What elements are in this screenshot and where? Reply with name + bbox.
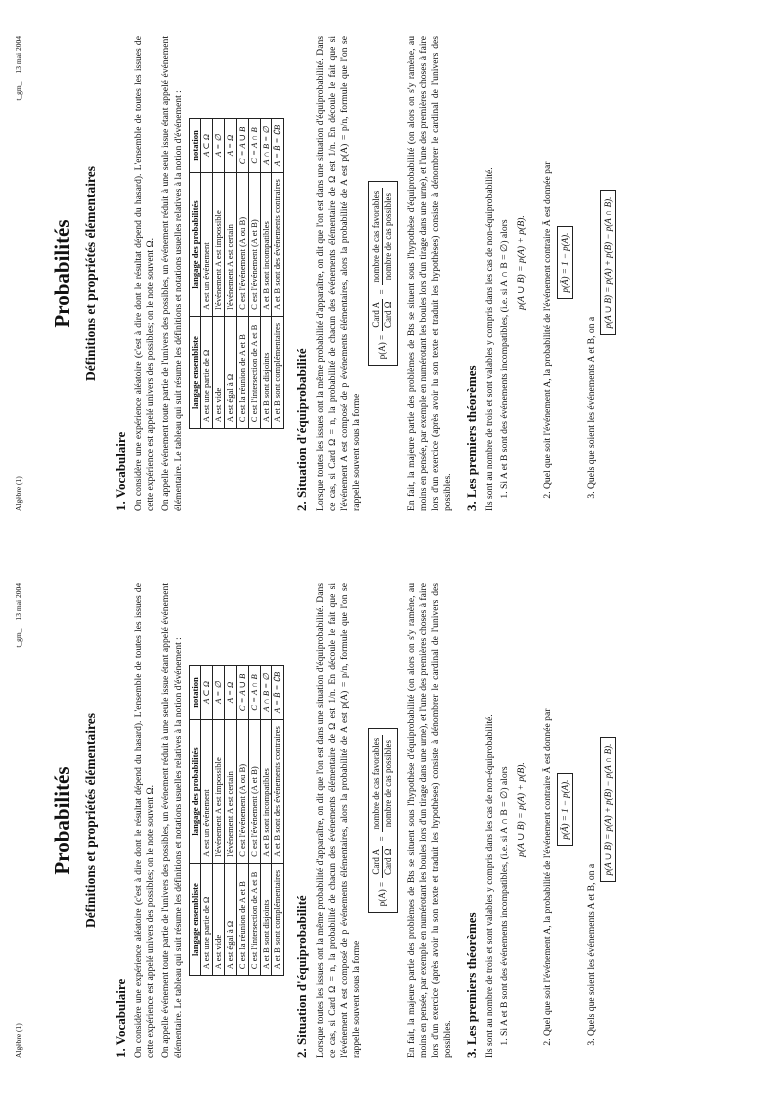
paragraph: En fait, la majeure partie des problèmes de Bts se situent sous l'hypothèse d'équiprobabilité (on alors on s'y ramène, au moins en pensée, par exemple en numérotant les boules lors d'un tirage dans une urne), et l'une des premières choses à faire lors d'un exercice (après avoir lu son texte et traduit les hypothèses) consiste à dénombrer le cardinal de l'univers des possibles. xyxy=(405,583,453,1058)
table-cell: A = Ω xyxy=(225,665,237,719)
theorem-text: Quels que soient les événements A et B, on a xyxy=(585,863,597,1036)
section-heading: 1. Vocabulaire xyxy=(112,978,128,1058)
page-subtitle: Définitions et propriétés élémentaires xyxy=(82,165,98,382)
formula-equals: = xyxy=(377,836,388,842)
section-heading: 3. Les premiers théorèmes xyxy=(463,365,479,511)
fraction-denominator: nombre de cas possibles xyxy=(383,739,394,828)
header-mark: t_gm_ xyxy=(14,81,23,101)
table-cell: A et B sont des événements contraires xyxy=(272,720,284,864)
table-cell: C est l'événement (A ou B) xyxy=(236,720,248,864)
table-cell: C est la réunion de A et B xyxy=(236,316,248,428)
table-cell: A est un événement xyxy=(201,173,213,317)
equiprobability-formula xyxy=(368,583,398,1058)
table-cell: A est vide xyxy=(213,863,225,975)
events-table xyxy=(189,665,285,976)
table-row xyxy=(225,665,237,975)
theorem-text: Quel que soit l'événement A, la probabilité de l'événement contraire Ā est donnée par xyxy=(542,161,554,489)
table-cell: C est la réunion de A et B xyxy=(236,863,248,975)
header-left: Algèbre (1) xyxy=(14,476,23,511)
list-item xyxy=(542,583,571,1036)
fraction-denominator: nombre de cas possibles xyxy=(383,192,394,281)
paragraph: Ils sont au nombre de trois et sont valables y compris dans les cas de non-équiprobabilité. xyxy=(484,167,496,511)
page-subtitle: Définitions et propriétés élémentaires xyxy=(82,712,98,929)
header-date: 13 mai 2004 xyxy=(14,583,23,621)
theorem-formula: p(A ∪ B) = p(A) + p(B) − p(A ∩ B). xyxy=(600,190,616,336)
fraction-numerator: nombre de cas favorables xyxy=(371,735,383,833)
document-page xyxy=(0,547,774,1094)
table-cell: A est vide xyxy=(213,316,225,428)
theorem-text: Si A et B sont des événements incompatibles, (i.e. si A ∩ B = ∅) alors xyxy=(499,219,511,489)
page-header xyxy=(14,36,23,511)
fraction-numerator: nombre de cas favorables xyxy=(371,188,383,286)
paragraph: On appelle événement toute partie de l'univers des possibles, un événement réduit à une seule issue étant appelé événement élémentaire. Le tableau qui suit résume les définitions et notations usuelles relatives à la notion d'événement : xyxy=(160,583,184,1058)
table-cell: C = A ∪ B xyxy=(236,665,248,719)
events-table xyxy=(189,118,285,429)
page-header xyxy=(14,583,23,1058)
equiprobability-formula xyxy=(368,36,398,511)
table-row xyxy=(201,665,213,975)
table-cell: l'événement A est certain xyxy=(225,173,237,317)
table-cell: A = ∅ xyxy=(213,118,225,172)
table-cell: C est l'intersection de A et B xyxy=(248,863,260,975)
table-cell: A = B̄ = ∁B xyxy=(272,665,284,719)
fraction-numerator: Card A xyxy=(371,846,383,878)
column-header: langage des probabilités xyxy=(189,720,201,864)
theorem-list xyxy=(499,583,614,1058)
paragraph: Lorsque toutes les issues ont la même probabilité d'apparaître, on dit que l'on est dans une situation d'équiprobabilité. Dans ce cas, si Card Ω = n, la probabilité de chacun des événements élémentaire de Ω est 1/n. En découle le fait que si l'événement A est composé de p événements élémentaires, alors la probabilité de A est p(A) = p/n, formule que l'on se rappelle souvent sous la forme xyxy=(314,36,362,511)
table-cell: A et B sont disjoints xyxy=(260,863,272,975)
table-cell: C est l'événement (A et B) xyxy=(248,173,260,317)
column-header: notation xyxy=(189,118,201,172)
table-row xyxy=(213,665,225,975)
table-row xyxy=(201,118,213,428)
table-row xyxy=(272,118,284,428)
table-cell: C est l'événement (A ou B) xyxy=(236,173,248,317)
table-cell: A est une partie de Ω xyxy=(201,863,213,975)
table-row xyxy=(236,118,248,428)
table-cell: A et B sont incompatibles xyxy=(260,173,272,317)
table-header-row xyxy=(189,118,201,428)
table-cell: C est l'événement (A et B) xyxy=(248,720,260,864)
table-cell: A ∩ B = ∅ xyxy=(260,118,272,172)
theorem-text: Quels que soient les événements A et B, on a xyxy=(585,316,597,489)
paragraph: On considère une expérience aléatoire (c'est à dire dont le résultat dépend du hasard). L'ensemble de toutes les issues de cette expérience est appelé univers des possibles; on le note souvent Ω. xyxy=(133,36,157,511)
list-item xyxy=(499,36,528,489)
table-cell: C est l'intersection de A et B xyxy=(248,316,260,428)
page-title: Probabilités xyxy=(50,219,75,328)
formula-lhs: p(A) = xyxy=(377,881,388,907)
theorem-text: Quel que soit l'événement A, la probabilité de l'événement contraire Ā est donnée par xyxy=(542,708,554,1036)
theorem-text: Si A et B sont des événements incompatibles, (i.e. si A ∩ B = ∅) alors xyxy=(499,766,511,1036)
table-cell: A est égal à Ω xyxy=(225,316,237,428)
fraction-denominator: Card Ω xyxy=(383,301,394,328)
table-row xyxy=(248,118,260,428)
theorem-list xyxy=(499,36,614,511)
table-cell: l'événement A est certain xyxy=(225,720,237,864)
table-cell: A = Ω xyxy=(225,118,237,172)
table-cell: l'événement A est impossible xyxy=(213,720,225,864)
list-item xyxy=(499,583,528,1036)
table-cell: A ⊂ Ω xyxy=(201,665,213,719)
paragraph: Ils sont au nombre de trois et sont valables y compris dans les cas de non-équiprobabilité. xyxy=(484,714,496,1058)
table-cell: A est un événement xyxy=(201,720,213,864)
formula-equals: = xyxy=(377,289,388,295)
formula-lhs: p(A) = xyxy=(377,334,388,360)
fraction-numerator: Card A xyxy=(371,299,383,331)
table-cell: A et B sont incompatibles xyxy=(260,720,272,864)
paragraph: En fait, la majeure partie des problèmes de Bts se situent sous l'hypothèse d'équiprobabilité (on alors on s'y ramène, au moins en pensée, par exemple en numérotant les boules lors d'un tirage dans une urne), et l'une des premières choses à faire lors d'un exercice (après avoir lu son texte et traduit les hypothèses) consiste à dénombrer le cardinal de l'univers des possibles. xyxy=(405,36,453,511)
table-row xyxy=(260,118,272,428)
paragraph: On considère une expérience aléatoire (c'est à dire dont le résultat dépend du hasard). L'ensemble de toutes les issues de cette expérience est appelé univers des possibles; on le note souvent Ω. xyxy=(133,583,157,1058)
table-cell: A et B sont complémentaires xyxy=(272,863,284,975)
header-mark: t_gm_ xyxy=(14,628,23,648)
table-row xyxy=(248,665,260,975)
table-header-row xyxy=(189,665,201,975)
table-cell: A et B sont des événements contraires xyxy=(272,173,284,317)
fraction-denominator: Card Ω xyxy=(383,848,394,875)
header-date: 13 mai 2004 xyxy=(14,36,23,74)
column-header: langage ensembliste xyxy=(189,316,201,428)
theorem-formula: p(Ā) = 1 − p(A). xyxy=(557,226,573,300)
table-row xyxy=(236,665,248,975)
table-row xyxy=(213,118,225,428)
column-header: langage ensembliste xyxy=(189,863,201,975)
header-left: Algèbre (1) xyxy=(14,1023,23,1058)
table-cell: A ⊂ Ω xyxy=(201,118,213,172)
page-title: Probabilités xyxy=(50,766,75,875)
section-heading: 1. Vocabulaire xyxy=(112,431,128,511)
table-cell: A ∩ B = ∅ xyxy=(260,665,272,719)
table-cell: C = A ∩ B xyxy=(248,118,260,172)
list-item xyxy=(586,36,615,489)
table-cell: A = ∅ xyxy=(213,665,225,719)
table-cell: l'événement A est impossible xyxy=(213,173,225,317)
section-heading: 2. Situation d'équiprobabilité xyxy=(294,348,310,511)
list-item xyxy=(586,583,615,1036)
table-cell: C = A ∪ B xyxy=(236,118,248,172)
table-cell: A et B sont disjoints xyxy=(260,316,272,428)
section-heading: 2. Situation d'équiprobabilité xyxy=(294,895,310,1058)
table-cell: A est égal à Ω xyxy=(225,863,237,975)
list-item xyxy=(542,36,571,489)
paragraph: Lorsque toutes les issues ont la même probabilité d'apparaître, on dit que l'on est dans une situation d'équiprobabilité. Dans ce cas, si Card Ω = n, la probabilité de chacun des événements élémentaire de Ω est 1/n. En découle le fait que si l'événement A est composé de p événements élémentaires, alors la probabilité de A est p(A) = p/n, formule que l'on se rappelle souvent sous la forme xyxy=(314,583,362,1058)
theorem-formula: p(A ∪ B) = p(A) + p(B) − p(A ∩ B). xyxy=(600,737,616,883)
page-copy-bottom xyxy=(0,547,774,1094)
column-header: langage des probabilités xyxy=(189,173,201,317)
paragraph: On appelle événement toute partie de l'univers des possibles, un événement réduit à une seule issue étant appelé événement élémentaire. Le tableau qui suit résume les définitions et notations usuelles relatives à la notion d'événement : xyxy=(160,36,184,511)
column-header: notation xyxy=(189,665,201,719)
table-row xyxy=(260,665,272,975)
table-row xyxy=(225,118,237,428)
theorem-formula: p(A ∪ B) = p(A) + p(B). xyxy=(516,762,528,857)
theorem-formula: p(A ∪ B) = p(A) + p(B). xyxy=(516,215,528,310)
section-heading: 3. Les premiers théorèmes xyxy=(463,912,479,1058)
table-cell: A est une partie de Ω xyxy=(201,316,213,428)
table-cell: A = B̄ = ∁B xyxy=(272,118,284,172)
table-cell: A et B sont complémentaires xyxy=(272,316,284,428)
theorem-formula: p(Ā) = 1 − p(A). xyxy=(557,773,573,847)
table-row xyxy=(272,665,284,975)
table-cell: C = A ∩ B xyxy=(248,665,260,719)
